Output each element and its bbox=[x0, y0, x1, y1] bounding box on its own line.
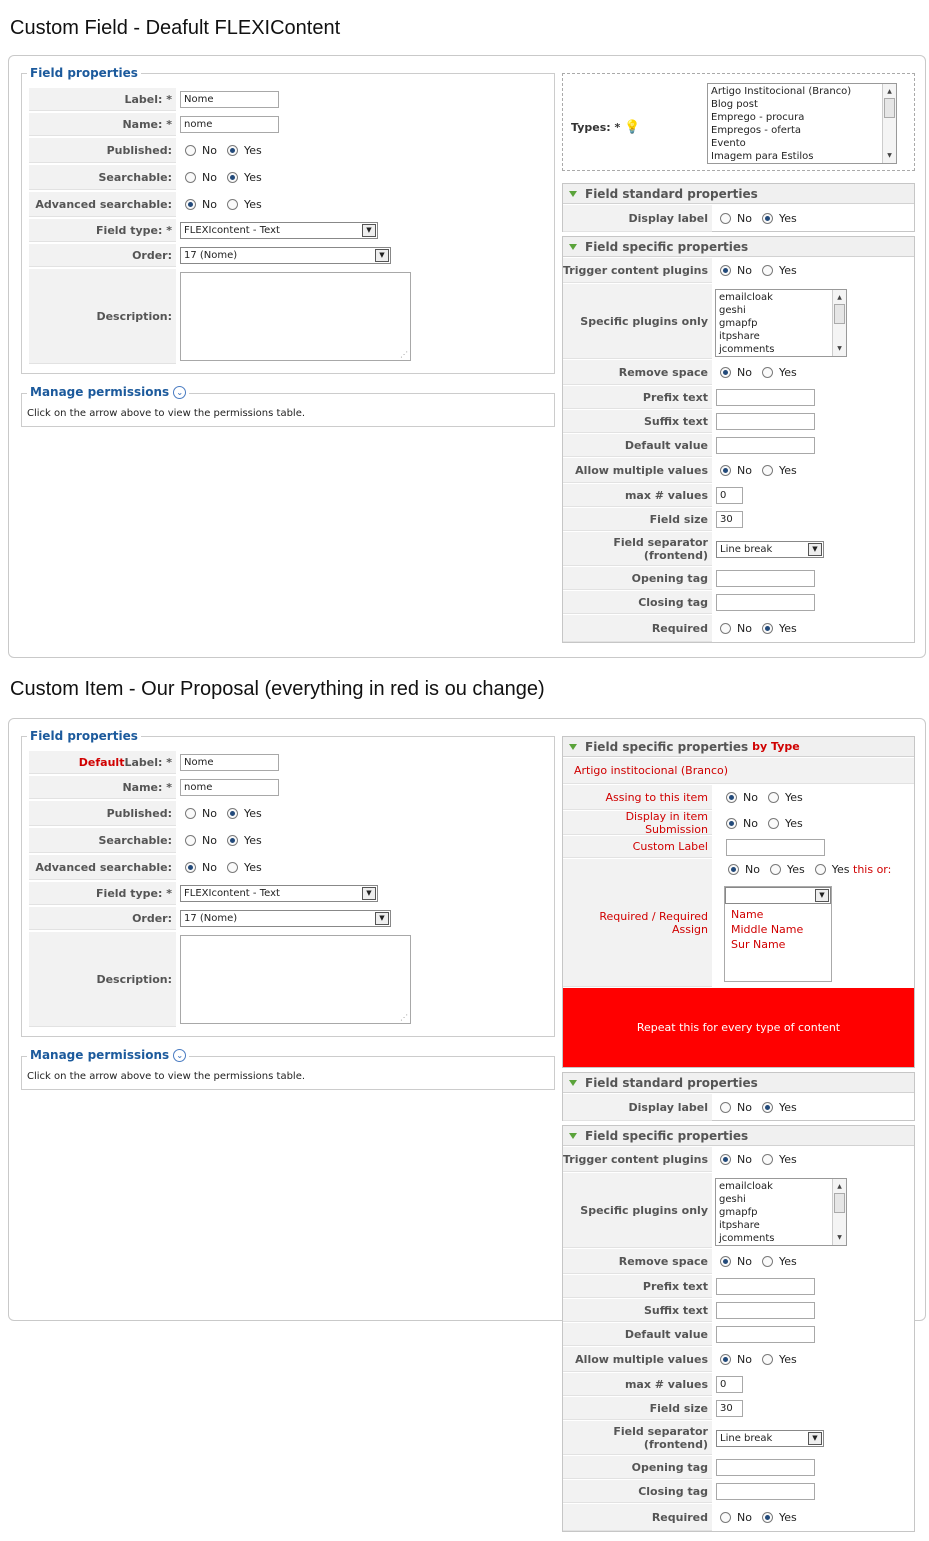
closing-tag-input[interactable] bbox=[716, 594, 815, 611]
chevron-down-icon: ▼ bbox=[362, 224, 376, 237]
radio-label: No bbox=[202, 861, 217, 874]
plugins-listbox[interactable] bbox=[715, 1178, 847, 1246]
specific-header-text: Field specific properties bbox=[585, 1128, 749, 1143]
radio-dot bbox=[185, 199, 196, 210]
by-type-header-text: Field specific properties bbox=[585, 739, 749, 754]
allow-multiple-yes-radio[interactable] bbox=[762, 464, 797, 477]
remove-space-yes-radio[interactable] bbox=[762, 366, 797, 379]
suffix-text-label: Suffix text bbox=[563, 1299, 712, 1322]
trigger-yes-radio[interactable] bbox=[762, 264, 797, 277]
scroll-down-icon[interactable]: ▼ bbox=[837, 345, 842, 352]
scroll-down-icon[interactable]: ▼ bbox=[837, 1234, 842, 1241]
scroll-down-icon[interactable]: ▼ bbox=[887, 152, 892, 159]
field-separator-select[interactable] bbox=[716, 541, 824, 558]
suffix-text-input[interactable] bbox=[716, 1302, 815, 1319]
types-item[interactable]: Empregos - oferta bbox=[711, 125, 802, 136]
radio-label: Yes bbox=[831, 863, 850, 876]
closing-tag-input[interactable] bbox=[716, 1483, 815, 1500]
assign-option[interactable]: Name bbox=[731, 908, 764, 921]
radio-label: No bbox=[737, 366, 752, 379]
scroll-up-icon[interactable]: ▲ bbox=[837, 294, 842, 301]
max-values-label: max # values bbox=[563, 484, 712, 507]
radio-dot bbox=[720, 213, 731, 224]
section1-title: Custom Field - Deafult FLEXIContent bbox=[10, 17, 341, 39]
separator-value: Line break bbox=[720, 543, 773, 555]
searchable-label: Searchable: bbox=[29, 165, 176, 190]
label-label: Label: * bbox=[29, 88, 176, 111]
radio-label: Yes bbox=[784, 816, 803, 830]
manage-permissions-legend[interactable] bbox=[27, 385, 189, 399]
display-submission-no-radio[interactable] bbox=[726, 817, 758, 830]
radio-label: Yes bbox=[778, 464, 797, 477]
radio-label: No bbox=[737, 264, 752, 277]
plugin-item[interactable]: gmapfp bbox=[719, 318, 758, 329]
radio-dot bbox=[770, 864, 781, 875]
description-label: Description: bbox=[29, 932, 176, 1027]
display-label-yes-radio[interactable] bbox=[762, 212, 797, 225]
field-properties-rows bbox=[29, 88, 549, 368]
radio-dot bbox=[185, 172, 196, 183]
radio-label: Yes bbox=[243, 807, 262, 820]
closing-tag-label: Closing tag bbox=[563, 1480, 712, 1503]
default-value-label: Default value bbox=[563, 1323, 712, 1346]
published-label: Published: bbox=[29, 801, 176, 826]
remove-space-yes-radio[interactable] bbox=[762, 1255, 797, 1268]
types-listbox[interactable] bbox=[707, 83, 897, 164]
radio-dot bbox=[185, 862, 196, 873]
specific-properties-header[interactable] bbox=[563, 1126, 914, 1146]
radio-label: No bbox=[737, 1101, 752, 1114]
allow-multiple-no-radio[interactable] bbox=[720, 464, 752, 477]
default-value-input[interactable] bbox=[716, 1326, 815, 1343]
published-no-radio[interactable] bbox=[185, 144, 217, 157]
trigger-no-radio[interactable] bbox=[720, 264, 752, 277]
description-textarea[interactable] bbox=[180, 272, 411, 361]
field-type-label: Field type: * bbox=[29, 882, 176, 905]
chevron-down-icon: ▼ bbox=[815, 889, 829, 902]
radio-label: No bbox=[737, 212, 752, 225]
order-label: Order: bbox=[29, 907, 176, 930]
field-size-input[interactable]: 30 bbox=[716, 1400, 743, 1417]
radio-label: Yes bbox=[784, 791, 803, 804]
radio-label: Yes bbox=[786, 863, 805, 876]
order-value: 17 (Nome) bbox=[184, 913, 238, 924]
radio-dot bbox=[720, 1256, 731, 1267]
expand-triangle-icon bbox=[569, 244, 577, 250]
expand-arrow-icon[interactable]: ⌄ bbox=[173, 386, 186, 399]
field-size-input[interactable]: 30 bbox=[716, 511, 743, 528]
radio-dot bbox=[762, 1354, 773, 1365]
field-separator-label: Field separator (frontend) bbox=[563, 532, 712, 566]
required-yes-radio[interactable] bbox=[762, 1511, 797, 1524]
radio-dot bbox=[227, 172, 238, 183]
radio-dot bbox=[762, 265, 773, 276]
custom-label-label: Custom Label bbox=[563, 836, 712, 858]
suffix-text-input[interactable] bbox=[716, 413, 815, 430]
standard-properties-header[interactable] bbox=[563, 184, 914, 204]
remove-space-label: Remove space bbox=[563, 360, 712, 385]
required-assign-radios bbox=[728, 863, 901, 876]
radio-label: Yes bbox=[778, 1511, 797, 1524]
field-type-value: FLEXIcontent - Text bbox=[184, 225, 280, 236]
manage-permissions-box-2 bbox=[21, 1048, 555, 1090]
type-name-label: Artigo institocional (Branco) bbox=[574, 764, 729, 777]
published-yes-radio[interactable] bbox=[227, 807, 262, 820]
radio-label: No bbox=[743, 791, 758, 804]
radio-label: Yes bbox=[778, 212, 797, 225]
scrollbar[interactable] bbox=[882, 84, 896, 163]
opening-tag-input[interactable] bbox=[716, 570, 815, 587]
required-assign-options bbox=[731, 907, 803, 952]
radio-label: No bbox=[743, 816, 758, 830]
types-item[interactable]: Imagem para Estilos bbox=[711, 151, 814, 162]
allow-multiple-label: Allow multiple values bbox=[563, 1347, 712, 1372]
radio-dot bbox=[762, 213, 773, 224]
radio-dot bbox=[720, 623, 731, 634]
standard-header-text: Field standard properties bbox=[585, 186, 758, 201]
prefix-text-label: Prefix text bbox=[563, 1275, 712, 1298]
order-select[interactable] bbox=[180, 910, 391, 927]
scroll-up-icon[interactable]: ▲ bbox=[837, 1183, 842, 1190]
radio-label: No bbox=[737, 1255, 752, 1268]
radio-label: No bbox=[202, 144, 217, 157]
specific-header-text: Field specific properties bbox=[585, 239, 749, 254]
chevron-down-icon: ▼ bbox=[375, 912, 389, 925]
field-properties-rows-2 bbox=[29, 751, 549, 1031]
chevron-down-icon: ▼ bbox=[808, 543, 822, 556]
required-assign-list[interactable] bbox=[724, 886, 832, 982]
radio-dot bbox=[726, 818, 737, 829]
display-label-yes-radio[interactable] bbox=[762, 1101, 797, 1114]
specific-properties-panel-2 bbox=[562, 1125, 915, 1532]
max-values-label: max # values bbox=[563, 1373, 712, 1396]
scroll-thumb[interactable] bbox=[834, 1193, 845, 1213]
permissions-legend-text: Manage permissions bbox=[30, 1048, 170, 1062]
default-label-red: Default bbox=[78, 755, 125, 769]
radio-label: Yes bbox=[778, 264, 797, 277]
required-yes-radio[interactable] bbox=[762, 622, 797, 635]
trigger-no-radio[interactable] bbox=[720, 1153, 752, 1166]
required-assign-select[interactable] bbox=[725, 887, 831, 904]
radio-label: Yes bbox=[243, 861, 262, 874]
display-submission-label: Display in item Submission bbox=[563, 811, 712, 835]
name-label: Name: * bbox=[29, 776, 176, 799]
radio-dot bbox=[768, 792, 779, 803]
plugin-item[interactable]: geshi bbox=[719, 1194, 746, 1205]
radio-dot bbox=[762, 465, 773, 476]
radio-dot bbox=[762, 367, 773, 378]
trigger-plugins-label: Trigger content plugins bbox=[563, 258, 712, 283]
plugins-listbox[interactable] bbox=[715, 289, 847, 357]
radio-dot bbox=[762, 1102, 773, 1113]
field-properties-legend: Field properties bbox=[30, 66, 138, 80]
specific-properties-header[interactable] bbox=[563, 237, 914, 257]
display-label-label: Display label bbox=[563, 205, 712, 232]
name-label: Name: * bbox=[29, 113, 176, 136]
field-properties-legend-2: Field properties bbox=[30, 729, 138, 743]
name-input[interactable]: nome bbox=[180, 779, 279, 796]
scroll-thumb[interactable] bbox=[884, 98, 895, 118]
radio-dot bbox=[720, 465, 731, 476]
trigger-plugins-label: Trigger content plugins bbox=[563, 1147, 712, 1172]
required-assign-label: Required / Required Assign bbox=[563, 859, 712, 987]
types-label-wrap bbox=[571, 120, 640, 135]
standard-properties-panel-2 bbox=[562, 1072, 915, 1121]
max-values-input[interactable]: 0 bbox=[716, 487, 743, 504]
resize-grip-icon[interactable]: ⋰ bbox=[400, 1013, 408, 1022]
required-no-radio[interactable] bbox=[720, 1511, 752, 1524]
radio-dot bbox=[762, 1512, 773, 1523]
published-no-radio[interactable] bbox=[185, 807, 217, 820]
permissions-legend-text: Manage permissions bbox=[30, 385, 170, 399]
radio-dot bbox=[185, 808, 196, 819]
order-select[interactable] bbox=[180, 247, 391, 264]
default-value-label: Default value bbox=[563, 434, 712, 457]
plugin-item[interactable]: geshi bbox=[719, 305, 746, 316]
radio-dot bbox=[720, 265, 731, 276]
description-label: Description: bbox=[29, 269, 176, 364]
assign-label: Assing to this item bbox=[563, 785, 712, 810]
chevron-down-icon: ▼ bbox=[808, 1432, 822, 1445]
radio-dot bbox=[227, 835, 238, 846]
types-box bbox=[562, 73, 915, 171]
field-size-label: Field size bbox=[563, 1397, 712, 1420]
opening-tag-input[interactable] bbox=[716, 1459, 815, 1476]
repeat-note-box: Repeat this for every type of content bbox=[563, 988, 914, 1067]
radio-dot bbox=[815, 864, 826, 875]
standard-properties-header[interactable] bbox=[563, 1073, 914, 1093]
max-values-input[interactable]: 0 bbox=[716, 1376, 743, 1393]
field-separator-label: Field separator (frontend) bbox=[563, 1421, 712, 1455]
published-yes-radio[interactable] bbox=[227, 144, 262, 157]
order-value: 17 (Nome) bbox=[184, 250, 238, 261]
expand-triangle-icon bbox=[569, 744, 577, 750]
radio-dot bbox=[227, 145, 238, 156]
adv-searchable-yes-radio[interactable] bbox=[227, 198, 262, 211]
expand-triangle-icon bbox=[569, 1080, 577, 1086]
radio-label: Yes bbox=[778, 1255, 797, 1268]
radio-dot bbox=[762, 1256, 773, 1267]
scrollbar[interactable] bbox=[832, 1179, 846, 1245]
permissions-hint: Click on the arrow above to view the permissions table. bbox=[27, 408, 306, 419]
radio-label: No bbox=[202, 807, 217, 820]
radio-label: No bbox=[737, 1511, 752, 1524]
radio-dot bbox=[762, 623, 773, 634]
standard-properties-panel bbox=[562, 183, 915, 232]
radio-label: Yes bbox=[778, 1353, 797, 1366]
radio-label: Yes bbox=[243, 144, 262, 157]
name-input[interactable]: nome bbox=[180, 116, 279, 133]
plugin-item[interactable]: itpshare bbox=[719, 1220, 760, 1231]
radio-label: Yes bbox=[778, 366, 797, 379]
radio-label: Yes bbox=[243, 171, 262, 184]
required-label: Required bbox=[563, 1504, 712, 1531]
required-assign-yes-radio[interactable] bbox=[770, 863, 805, 876]
types-item[interactable]: Emprego - procura bbox=[711, 112, 805, 123]
radio-dot bbox=[762, 1154, 773, 1165]
allow-multiple-no-radio[interactable] bbox=[720, 1353, 752, 1366]
searchable-label: Searchable: bbox=[29, 828, 176, 853]
radio-label: No bbox=[737, 622, 752, 635]
remove-space-no-radio[interactable] bbox=[720, 366, 752, 379]
allow-multiple-yes-radio[interactable] bbox=[762, 1353, 797, 1366]
assign-option[interactable]: Middle Name bbox=[731, 923, 804, 936]
default-value-input[interactable] bbox=[716, 437, 815, 454]
assign-yes-radio[interactable] bbox=[768, 791, 803, 804]
radio-dot bbox=[768, 818, 779, 829]
adv-searchable-yes-radio[interactable] bbox=[227, 861, 262, 874]
description-textarea[interactable] bbox=[180, 935, 411, 1024]
closing-tag-label: Closing tag bbox=[563, 591, 712, 614]
expand-triangle-icon bbox=[569, 191, 577, 197]
assign-option[interactable]: Sur Name bbox=[731, 938, 786, 951]
radio-dot bbox=[728, 864, 739, 875]
expand-arrow-icon[interactable]: ⌄ bbox=[173, 1049, 186, 1062]
adv-searchable-no-radio[interactable] bbox=[185, 198, 217, 211]
field-separator-select[interactable] bbox=[716, 1430, 824, 1447]
section2-title: Custom Item - Our Proposal (everything in red is ou change) bbox=[10, 678, 545, 700]
trigger-yes-radio[interactable] bbox=[762, 1153, 797, 1166]
label-input[interactable]: Nome bbox=[180, 91, 279, 108]
plugins-only-label: Specific plugins only bbox=[563, 284, 712, 359]
radio-dot bbox=[720, 1102, 731, 1113]
adv-searchable-no-radio[interactable] bbox=[185, 861, 217, 874]
order-label: Order: bbox=[29, 244, 176, 267]
plugins-only-label: Specific plugins only bbox=[563, 1173, 712, 1248]
label-input[interactable]: Nome bbox=[180, 754, 279, 771]
radio-label: Yes bbox=[243, 198, 262, 211]
required-label: Required bbox=[563, 615, 712, 642]
types-item[interactable]: Evento bbox=[711, 138, 746, 149]
radio-dot bbox=[227, 808, 238, 819]
by-type-header[interactable] bbox=[563, 737, 914, 757]
searchable-yes-radio[interactable] bbox=[227, 171, 262, 184]
types-label: Types: * bbox=[571, 121, 621, 134]
opening-tag-label: Opening tag bbox=[563, 567, 712, 590]
required-no-radio[interactable] bbox=[720, 622, 752, 635]
radio-dot bbox=[726, 792, 737, 803]
radio-dot bbox=[720, 1154, 731, 1165]
plugin-item[interactable]: gmapfp bbox=[719, 1207, 758, 1218]
adv-searchable-label: Advanced searchable: bbox=[29, 192, 176, 217]
types-item[interactable]: Artigo Institocional (Branco) bbox=[711, 86, 852, 97]
display-label-no-radio[interactable] bbox=[720, 1101, 752, 1114]
manage-permissions-legend-2[interactable] bbox=[27, 1048, 189, 1062]
field-type-value: FLEXIcontent - Text bbox=[184, 888, 280, 899]
resize-grip-icon[interactable]: ⋰ bbox=[400, 350, 408, 359]
radio-label: No bbox=[202, 834, 217, 847]
scroll-up-icon[interactable]: ▲ bbox=[887, 88, 892, 95]
remove-space-label: Remove space bbox=[563, 1249, 712, 1274]
radio-label: No bbox=[202, 198, 217, 211]
remove-space-no-radio[interactable] bbox=[720, 1255, 752, 1268]
radio-dot bbox=[227, 862, 238, 873]
chevron-down-icon: ▼ bbox=[375, 249, 389, 262]
permissions-hint: Click on the arrow above to view the permissions table. bbox=[27, 1071, 306, 1082]
display-label-no-radio[interactable] bbox=[720, 212, 752, 225]
field-type-label: Field type: * bbox=[29, 219, 176, 242]
radio-label: No bbox=[737, 1153, 752, 1166]
required-assign-yes-this-or-radio[interactable] bbox=[815, 863, 892, 876]
radio-label: Yes bbox=[778, 1153, 797, 1166]
by-type-header-red: by Type bbox=[752, 740, 800, 753]
chevron-down-icon: ▼ bbox=[362, 887, 376, 900]
radio-label: Yes bbox=[778, 622, 797, 635]
default-label-suffix: Label: * bbox=[124, 755, 172, 769]
display-submission-yes-radio[interactable] bbox=[768, 817, 803, 830]
prefix-text-input[interactable] bbox=[716, 389, 815, 406]
field-type-select[interactable] bbox=[180, 885, 378, 902]
plugin-item[interactable]: itpshare bbox=[719, 331, 760, 342]
specific-properties-panel bbox=[562, 236, 915, 643]
display-label-label: Display label bbox=[563, 1094, 712, 1121]
default-label-label bbox=[29, 751, 176, 774]
prefix-text-label: Prefix text bbox=[563, 386, 712, 409]
adv-searchable-label: Advanced searchable: bbox=[29, 855, 176, 880]
plugin-item[interactable]: emailcloak bbox=[719, 292, 773, 303]
field-size-label: Field size bbox=[563, 508, 712, 531]
expand-triangle-icon bbox=[569, 1133, 577, 1139]
radio-label: No bbox=[737, 464, 752, 477]
assign-no-radio[interactable] bbox=[726, 791, 758, 804]
allow-multiple-label: Allow multiple values bbox=[563, 458, 712, 483]
published-label: Published: bbox=[29, 138, 176, 163]
field-type-select[interactable] bbox=[180, 222, 378, 239]
scrollbar[interactable] bbox=[832, 290, 846, 356]
standard-header-text: Field standard properties bbox=[585, 1075, 758, 1090]
manage-permissions-box bbox=[21, 385, 555, 427]
radio-label: Yes bbox=[778, 1101, 797, 1114]
lightbulb-icon: 💡 bbox=[624, 120, 641, 135]
searchable-no-radio[interactable] bbox=[185, 171, 217, 184]
plugin-item[interactable]: jcomments bbox=[719, 1233, 775, 1244]
radio-dot bbox=[720, 1354, 731, 1365]
radio-dot bbox=[720, 1512, 731, 1523]
radio-dot bbox=[720, 367, 731, 378]
required-assign-no-radio[interactable] bbox=[728, 863, 760, 876]
plugin-item[interactable]: emailcloak bbox=[719, 1181, 773, 1192]
this-or-label: this or: bbox=[853, 863, 892, 876]
radio-label: Yes bbox=[243, 834, 262, 847]
searchable-no-radio[interactable] bbox=[185, 834, 217, 847]
scroll-thumb[interactable] bbox=[834, 304, 845, 324]
radio-label: No bbox=[202, 171, 217, 184]
radio-dot bbox=[227, 199, 238, 210]
separator-value: Line break bbox=[720, 1432, 773, 1444]
radio-label: No bbox=[737, 1353, 752, 1366]
opening-tag-label: Opening tag bbox=[563, 1456, 712, 1479]
types-item[interactable]: Blog post bbox=[711, 99, 758, 110]
radio-dot bbox=[185, 145, 196, 156]
suffix-text-label: Suffix text bbox=[563, 410, 712, 433]
prefix-text-input[interactable] bbox=[716, 1278, 815, 1295]
custom-label-input[interactable] bbox=[726, 839, 825, 856]
radio-label: No bbox=[745, 863, 760, 876]
plugin-item[interactable]: jcomments bbox=[719, 344, 775, 355]
radio-dot bbox=[185, 835, 196, 846]
searchable-yes-radio[interactable] bbox=[227, 834, 262, 847]
